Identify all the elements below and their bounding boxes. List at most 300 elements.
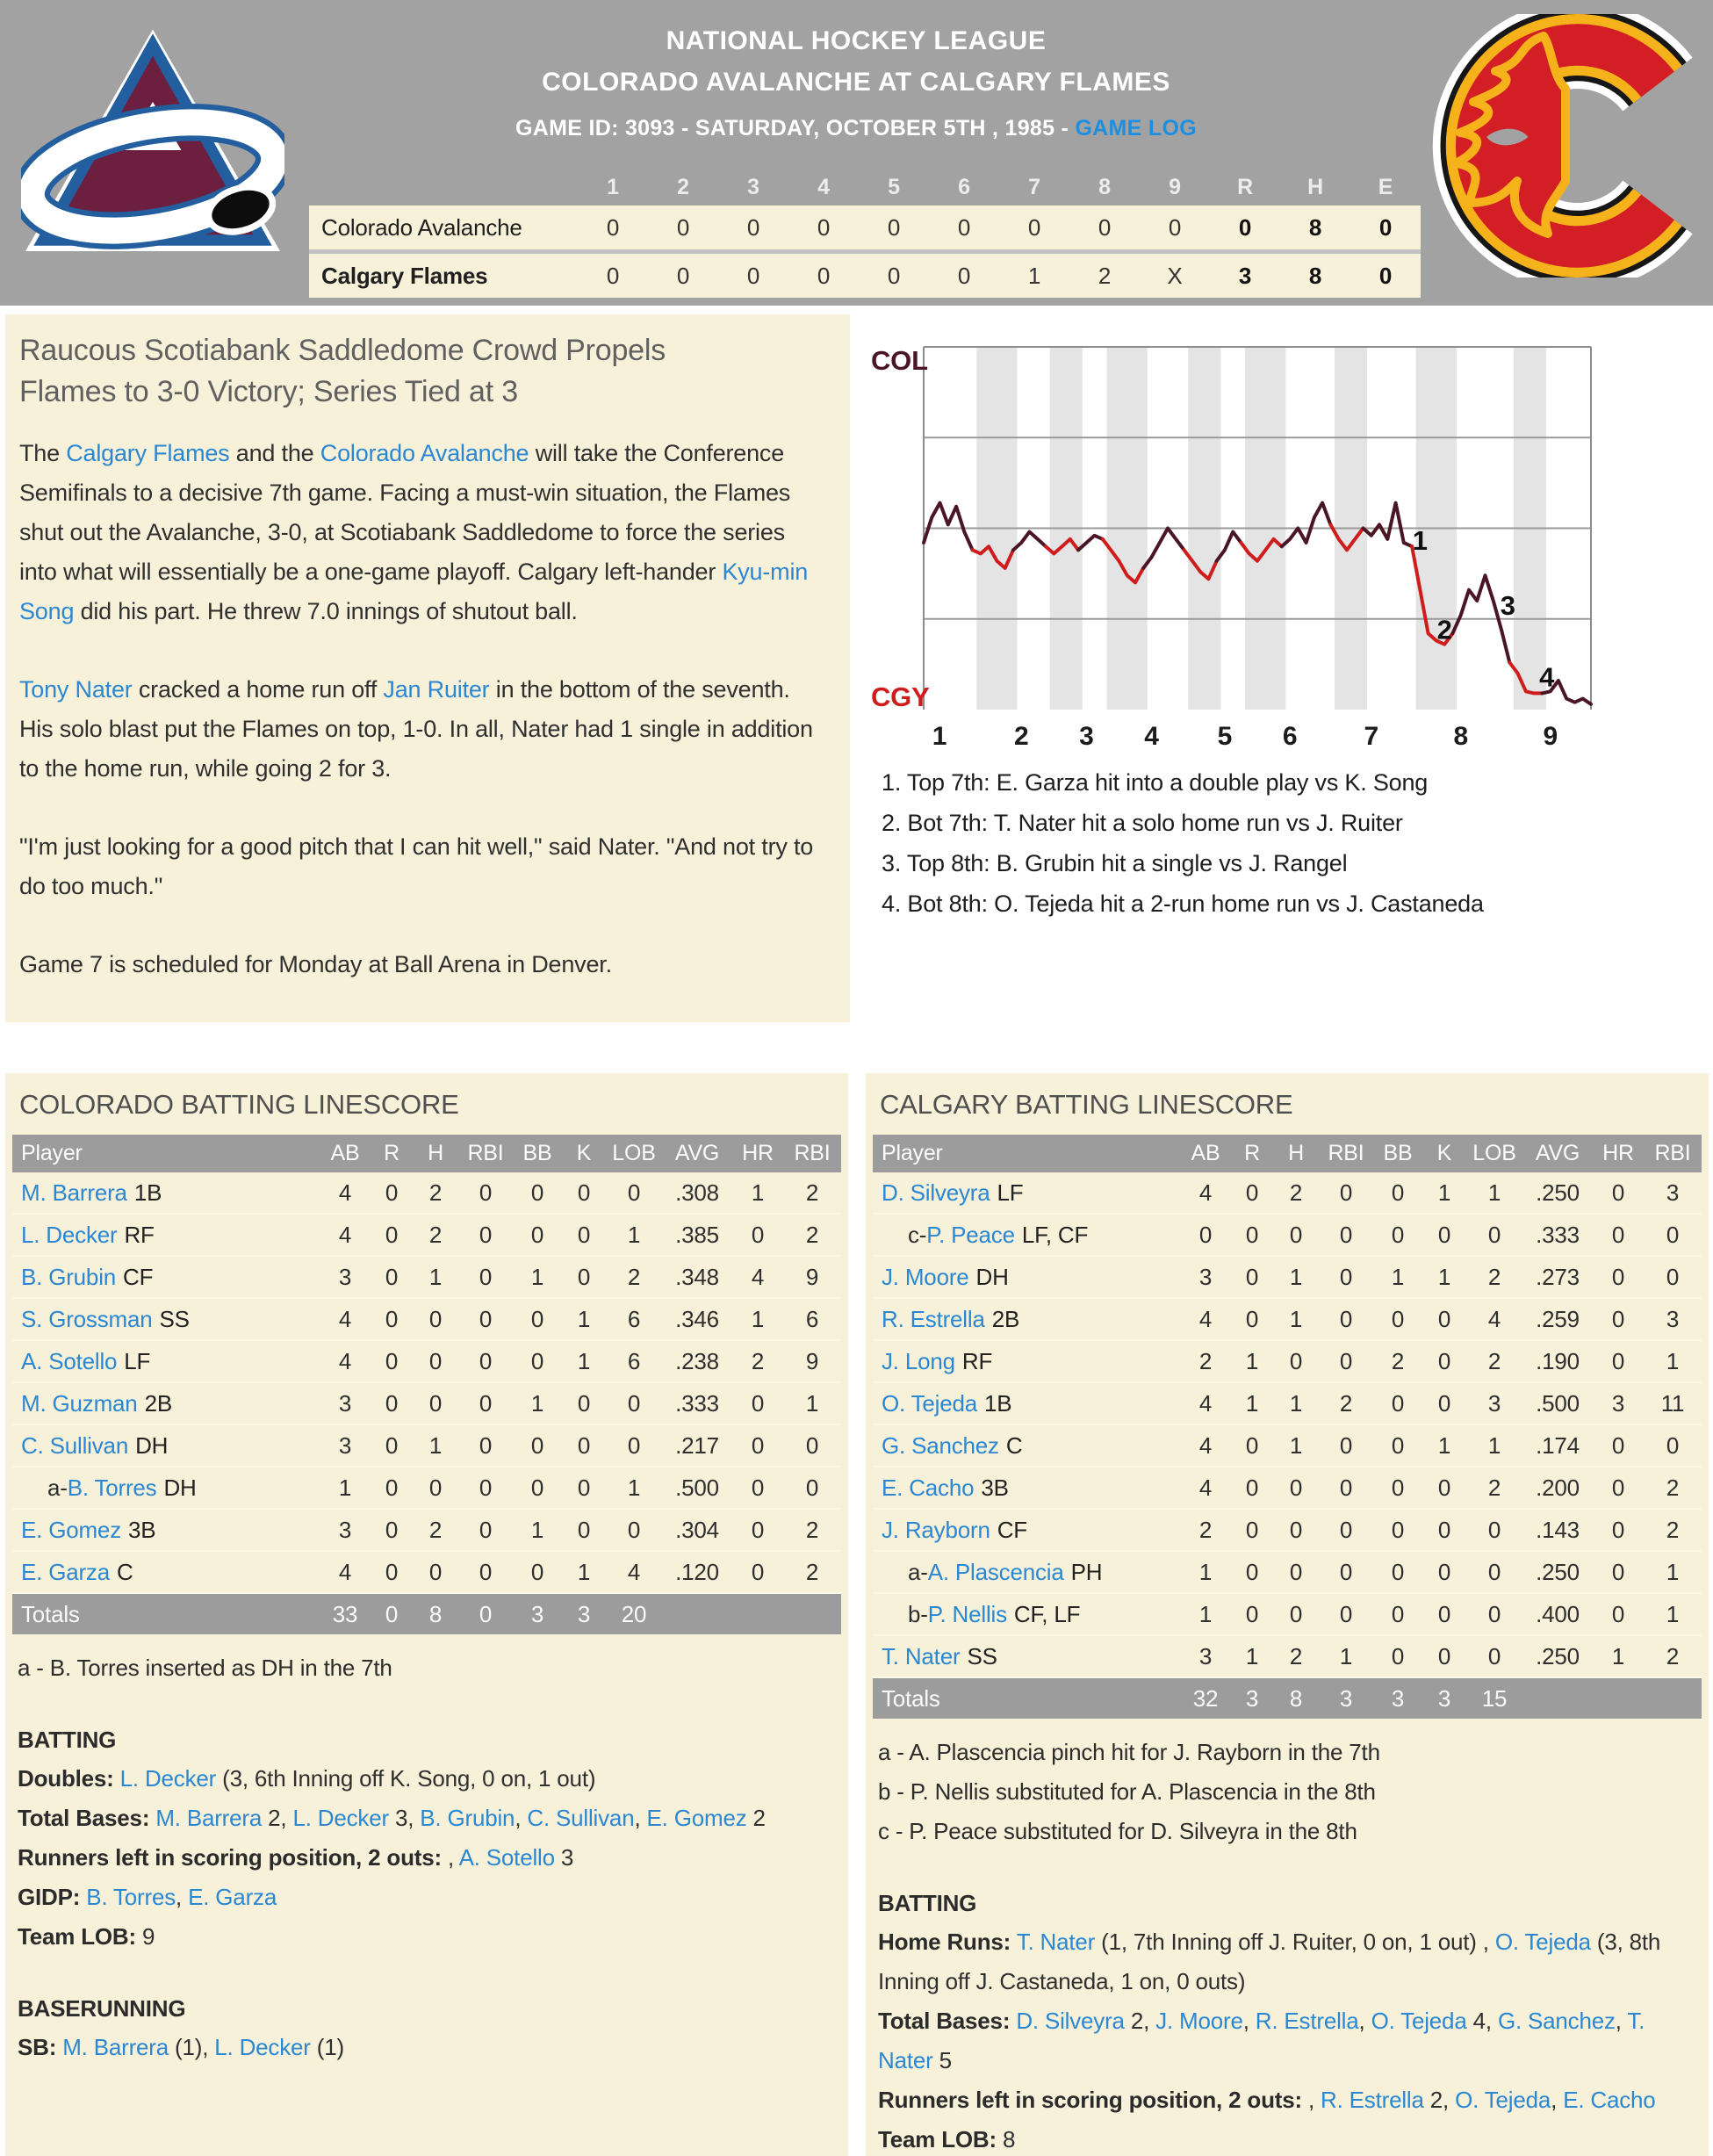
player-link[interactable]: G. Sanchez: [882, 1431, 999, 1459]
player-link[interactable]: J. Rayborn: [882, 1516, 990, 1543]
stat-cell: 0: [1273, 1340, 1319, 1382]
stat-cell: 2: [1644, 1635, 1702, 1677]
note-label: Runners left in scoring position, 2 outs:: [878, 2087, 1302, 2113]
stat-cell: 1: [1422, 1256, 1466, 1298]
batter-row: [873, 1635, 1702, 1677]
totals-cell: 8: [1273, 1677, 1319, 1719]
win-probability-section: [869, 336, 1677, 924]
totals-cell: 32: [1180, 1677, 1231, 1719]
batter-cell: [12, 1298, 320, 1340]
batter-row: [873, 1382, 1702, 1424]
player-link[interactable]: E. Garza: [188, 1884, 277, 1910]
stat-cell: 0: [1593, 1298, 1644, 1340]
batter-row: [12, 1172, 841, 1214]
batter-row: [12, 1382, 841, 1424]
stat-cell: 1: [1273, 1298, 1319, 1340]
notes-line: Doubles: L. Decker (3, 6th Inning off K. Song, 0 on, 1 out): [18, 1765, 596, 1792]
stat-cell: 4: [320, 1551, 371, 1593]
stat-cell: 2: [1273, 1172, 1319, 1214]
player-link[interactable]: Colorado Avalanche: [320, 440, 529, 466]
player-link[interactable]: P. Nellis: [927, 1600, 1007, 1627]
player-link[interactable]: E. Cacho: [1563, 2087, 1656, 2113]
chart-event: 1. Top 7th: E. Garza hit into a double play vs K. Song: [882, 769, 1429, 796]
notes-line: Home Runs: T. Nater (1, 7th Inning off J. Ruiter, 0 on, 1 out) , O. Tejeda (3, 8th Inning off J. Castaneda, 1 on, 0 outs): [878, 1929, 1661, 1994]
player-link[interactable]: O. Tejeda: [1371, 2008, 1467, 2034]
x-tick-1: 1: [932, 722, 947, 751]
stat-cell: 1: [783, 1382, 841, 1424]
position-label: C: [117, 1558, 133, 1585]
player-link[interactable]: M. Barrera: [62, 2034, 169, 2060]
stat-cell: 1: [413, 1256, 458, 1298]
notes-heading: BASERUNNING: [18, 1995, 186, 2022]
column-header-Player: Player: [12, 1135, 320, 1172]
batter-cell: [873, 1467, 1180, 1509]
batter-row: [873, 1256, 1702, 1298]
note-label: Total Bases:: [878, 2008, 1011, 2034]
stat-cell: 3: [1180, 1635, 1231, 1677]
linescore-col-E: E: [1378, 174, 1393, 199]
batter-cell: [873, 1635, 1180, 1677]
inning-score: 0: [788, 252, 859, 299]
player-link[interactable]: D. Silveyra: [882, 1179, 990, 1206]
notes-section: [12, 1727, 841, 1957]
stat-cell: 9: [783, 1340, 841, 1382]
batter-cell: [873, 1382, 1180, 1424]
stat-cell: 2: [1180, 1509, 1231, 1551]
stat-cell: .304: [662, 1509, 732, 1551]
y-label-cgy: CGY: [871, 681, 930, 712]
player-link[interactable]: P. Peace: [926, 1221, 1015, 1248]
substitution-note: a - A. Plascencia pinch hit for J. Rayborn in the 7th: [878, 1739, 1380, 1765]
stat-cell: 0: [371, 1551, 413, 1593]
stat-cell: 0: [1319, 1256, 1373, 1298]
player-link[interactable]: R. Estrella: [882, 1305, 985, 1332]
linescore-col-4: 4: [817, 174, 830, 199]
stat-cell: 0: [1593, 1467, 1644, 1509]
stat-cell: 0: [1422, 1551, 1466, 1593]
stat-cell: 2: [1466, 1340, 1522, 1382]
linescore-col-8: 8: [1098, 174, 1111, 199]
x-tick-8: 8: [1453, 722, 1468, 751]
linescore-col-3: 3: [747, 174, 759, 199]
stat-cell: 1: [1231, 1635, 1273, 1677]
stat-cell: 2: [413, 1509, 458, 1551]
stat-cell: 1: [413, 1424, 458, 1467]
stat-cell: 0: [732, 1551, 783, 1593]
stat-cell: 2: [1180, 1340, 1231, 1382]
totals-cell: 8: [413, 1593, 458, 1634]
stat-cell: 1: [1644, 1551, 1702, 1593]
hits-total: 8: [1280, 206, 1350, 252]
batter-cell: [12, 1256, 320, 1298]
stat-cell: 3: [1644, 1298, 1702, 1340]
player-link[interactable]: R. Estrella: [1255, 2008, 1359, 2034]
y-label-col: COL: [871, 345, 928, 376]
stat-cell: 0: [371, 1424, 413, 1467]
stat-cell: 0: [371, 1340, 413, 1382]
batter-row: [12, 1424, 841, 1467]
stat-cell: 0: [1422, 1298, 1466, 1340]
stat-cell: 1: [1231, 1382, 1273, 1424]
stat-cell: 0: [1319, 1172, 1373, 1214]
linescore-col-H: H: [1307, 174, 1323, 199]
stat-cell: .120: [662, 1551, 732, 1593]
player-link[interactable]: A. Sotello: [21, 1347, 118, 1374]
chart-marker-4: 4: [1539, 661, 1555, 693]
stat-cell: 0: [513, 1340, 562, 1382]
player-link[interactable]: E. Garza: [21, 1558, 110, 1585]
player-link[interactable]: Jan Ruiter: [383, 676, 490, 703]
stat-cell: 0: [1319, 1509, 1373, 1551]
batter-row: [873, 1298, 1702, 1340]
player-link[interactable]: B. Torres: [86, 1884, 176, 1910]
stat-cell: 0: [1644, 1256, 1702, 1298]
stat-cell: 0: [1422, 1340, 1466, 1382]
totals-cell: [1522, 1677, 1593, 1719]
game-id-date: GAME ID: 3093 - SATURDAY, OCTOBER 5TH , 1985 -: [515, 116, 1076, 141]
column-header-H: H: [1273, 1135, 1319, 1172]
player-link[interactable]: B. Grubin: [420, 1805, 515, 1831]
batting-table: [12, 1135, 841, 1634]
notes-line: Total Bases: M. Barrera 2, L. Decker 3, B. Grubin, C. Sullivan, E. Gomez 2: [18, 1805, 766, 1831]
x-tick-4: 4: [1144, 722, 1159, 751]
column-header-HR: HR: [1593, 1135, 1644, 1172]
column-header-RBI: RBI: [1319, 1135, 1373, 1172]
stat-cell: 1: [1466, 1424, 1522, 1467]
linescore-corner: [309, 169, 578, 206]
stat-cell: 4: [1180, 1467, 1231, 1509]
stat-cell: 0: [562, 1509, 606, 1551]
batter-cell: c-P. Peace LF, CF: [873, 1214, 1180, 1256]
linescore-col-R: R: [1237, 174, 1253, 199]
stat-cell: 0: [1466, 1593, 1522, 1635]
batter-cell: [873, 1172, 1180, 1214]
player-link[interactable]: T. Nater: [882, 1642, 961, 1669]
linescore-row: [309, 252, 1421, 299]
player-link[interactable]: Kyu-min Song: [19, 559, 809, 624]
inning-score: 2: [1069, 252, 1140, 299]
note-label: SB:: [18, 2034, 57, 2060]
stat-cell: 1: [1644, 1340, 1702, 1382]
player-link[interactable]: A. Sotello: [458, 1844, 555, 1871]
player-link[interactable]: J. Long: [882, 1347, 955, 1374]
player-link[interactable]: L. Decker: [214, 2034, 311, 2060]
stat-cell: 0: [783, 1467, 841, 1509]
position-label: CF: [997, 1516, 1027, 1543]
batter-row: [873, 1214, 1702, 1256]
totals-cell: 3: [1373, 1677, 1422, 1719]
column-header-AVG: AVG: [662, 1135, 732, 1172]
player-link[interactable]: O. Tejeda: [1494, 1929, 1591, 1955]
x-tick-7: 7: [1364, 722, 1379, 751]
substitution-note: a - B. Torres inserted as DH in the 7th: [18, 1655, 392, 1681]
colorado-batting-title: COLORADO BATTING LINESCORE: [19, 1089, 459, 1120]
player-link[interactable]: T. Nater: [1016, 1929, 1096, 1955]
stat-cell: 0: [1373, 1509, 1422, 1551]
stat-cell: 4: [732, 1256, 783, 1298]
stat-cell: 0: [1644, 1424, 1702, 1467]
player-link[interactable]: R. Estrella: [1321, 2087, 1424, 2113]
notes-line: Team LOB: 8: [878, 2126, 1016, 2152]
stat-cell: 0: [513, 1424, 562, 1467]
player-link[interactable]: E. Cacho: [882, 1474, 975, 1501]
win-prob-line-top-4: [1143, 529, 1184, 568]
stat-cell: .174: [1522, 1424, 1593, 1467]
substitution-note: b - P. Nellis substituted for A. Plascencia in the 8th: [878, 1778, 1376, 1805]
column-header-K: K: [562, 1135, 606, 1172]
stat-cell: 0: [371, 1298, 413, 1340]
position-label: DH: [135, 1431, 169, 1459]
stat-cell: .500: [1522, 1382, 1593, 1424]
player-link[interactable]: C. Sullivan: [21, 1431, 129, 1459]
player-link[interactable]: J. Moore: [882, 1263, 969, 1290]
totals-cell: 3: [513, 1593, 562, 1634]
linescore-col-5: 5: [888, 174, 900, 199]
stat-cell: 1: [606, 1467, 662, 1509]
inning-score: 0: [648, 252, 718, 299]
batter-cell: [873, 1256, 1180, 1298]
batter-row: [12, 1551, 841, 1593]
stat-cell: 1: [1422, 1424, 1466, 1467]
stat-cell: 0: [1231, 1593, 1273, 1635]
column-header-RBI: RBI: [458, 1135, 513, 1172]
x-tick-9: 9: [1543, 722, 1558, 751]
stat-cell: 1: [513, 1382, 562, 1424]
batter-row: [873, 1424, 1702, 1467]
stat-cell: 1: [513, 1256, 562, 1298]
player-link[interactable]: L. Decker: [119, 1765, 217, 1792]
stat-cell: 0: [732, 1467, 783, 1509]
totals-label: Totals: [873, 1677, 1180, 1719]
player-link[interactable]: O. Tejeda: [1455, 2087, 1551, 2113]
player-link[interactable]: E. Gomez: [21, 1516, 121, 1543]
calgary-batting-title: CALGARY BATTING LINESCORE: [880, 1089, 1293, 1120]
recap-paragraph: Tony Nater cracked a home run off Jan Ruiter in the bottom of the seventh. His solo blast put the Flames on top, 1-0. In all, Nater had 1 single in addition to the home run, while going 2 for 3.: [19, 676, 813, 782]
batting-header-row: [12, 1135, 841, 1172]
stat-cell: 0: [1373, 1424, 1422, 1467]
stat-cell: 1: [732, 1172, 783, 1214]
stat-cell: 0: [562, 1424, 606, 1467]
stat-cell: 0: [562, 1467, 606, 1509]
batter-row: [12, 1340, 841, 1382]
errors-total: 0: [1350, 252, 1421, 299]
footnotes: [873, 1733, 1702, 1851]
stat-cell: 1: [1644, 1593, 1702, 1635]
batter-row: [12, 1256, 841, 1298]
stat-cell: 0: [1231, 1214, 1273, 1256]
batter-row: [12, 1214, 841, 1256]
substitution-note: c - P. Peace substituted for D. Silveyra in the 8th: [878, 1818, 1357, 1844]
player-link[interactable]: M. Barrera: [155, 1805, 263, 1831]
batter-row: [12, 1467, 841, 1509]
batter-row: [873, 1509, 1702, 1551]
chart-event: 2. Bot 7th: T. Nater hit a solo home run vs J. Ruiter: [882, 810, 1403, 836]
stat-cell: 0: [1593, 1172, 1644, 1214]
player-link[interactable]: J. Moore: [1155, 2008, 1243, 2034]
batter-cell: [12, 1214, 320, 1256]
stat-cell: 0: [371, 1172, 413, 1214]
stat-cell: 0: [606, 1424, 662, 1467]
stat-cell: 2: [1466, 1256, 1522, 1298]
stat-cell: 0: [562, 1214, 606, 1256]
totals-cell: 3: [562, 1593, 606, 1634]
stat-cell: .250: [1522, 1635, 1593, 1677]
linescore-table: [309, 169, 1421, 298]
position-label: C: [1005, 1431, 1023, 1459]
stat-cell: 0: [413, 1467, 458, 1509]
player-link[interactable]: O. Tejeda: [882, 1389, 978, 1417]
totals-cell: 0: [458, 1593, 513, 1634]
player-link[interactable]: B. Grubin: [21, 1263, 117, 1290]
win-prob-line-top-7: [1364, 503, 1413, 547]
stat-cell: 1: [1466, 1172, 1522, 1214]
linescore-col-7: 7: [1028, 174, 1040, 199]
x-tick-3: 3: [1079, 722, 1094, 751]
player-link[interactable]: L. Decker: [292, 1805, 389, 1831]
stat-cell: 1: [320, 1467, 371, 1509]
stat-cell: 0: [1319, 1424, 1373, 1467]
notes-line: SB: M. Barrera (1), L. Decker (1): [18, 2034, 344, 2060]
stat-cell: .238: [662, 1340, 732, 1382]
x-tick-2: 2: [1013, 722, 1029, 751]
stat-cell: 0: [606, 1509, 662, 1551]
stat-cell: 0: [1373, 1382, 1422, 1424]
player-link[interactable]: L. Decker: [21, 1221, 118, 1248]
batting-header-row: [873, 1135, 1702, 1172]
totals-row: [12, 1593, 841, 1634]
runs-total: 0: [1210, 206, 1280, 252]
stat-cell: 0: [458, 1256, 513, 1298]
totals-cell: [732, 1593, 783, 1634]
player-link[interactable]: A. Plascencia: [927, 1558, 1064, 1585]
position-label: RF: [961, 1347, 993, 1374]
stat-cell: 0: [513, 1551, 562, 1593]
position-label: CF, LF: [1013, 1600, 1081, 1627]
column-header-AVG: AVG: [1522, 1135, 1593, 1172]
recap-paragraph: Game 7 is scheduled for Monday at Ball Arena in Denver.: [19, 951, 612, 977]
stat-cell: .273: [1522, 1256, 1593, 1298]
player-link[interactable]: D. Silveyra: [1016, 2008, 1125, 2034]
stat-cell: 0: [1373, 1635, 1422, 1677]
stat-cell: 3: [1180, 1256, 1231, 1298]
stat-cell: 0: [1593, 1593, 1644, 1635]
totals-cell: [662, 1593, 732, 1634]
stat-cell: 2: [1644, 1509, 1702, 1551]
recap-paragraph: The Calgary Flames and the Colorado Avalanche will take the Conference Semifinals to a decisive 7th game. Facing a must-win situation, the Flames shut out the Avalanche, 3-0, at Scotiabank Saddledome to force the series into what will essentially be a one-game playoff. Calgary left-hander Kyu-min Song did his part. He threw 7.0 innings of shutout ball.: [19, 440, 809, 624]
stat-cell: .333: [662, 1382, 732, 1424]
stat-cell: 1: [1180, 1551, 1231, 1593]
position-label: LF, CF: [1021, 1221, 1089, 1248]
inning-score: 0: [929, 206, 999, 252]
player-link[interactable]: M. Guzman: [21, 1389, 138, 1417]
note-label: Doubles:: [18, 1765, 114, 1792]
stat-cell: 0: [1373, 1214, 1422, 1256]
stat-cell: .333: [1522, 1214, 1593, 1256]
stat-cell: 1: [1422, 1172, 1466, 1214]
stat-cell: 0: [458, 1467, 513, 1509]
column-header-HR: HR: [732, 1135, 783, 1172]
player-link[interactable]: E. Gomez: [646, 1805, 747, 1831]
stat-cell: .346: [662, 1298, 732, 1340]
batter-cell: [873, 1298, 1180, 1340]
position-label: SS: [159, 1305, 190, 1332]
stat-cell: 0: [1466, 1635, 1522, 1677]
calgary-batting-panel: [866, 1073, 1709, 2156]
stat-cell: 4: [606, 1551, 662, 1593]
stat-cell: 0: [1231, 1256, 1273, 1298]
stat-cell: 1: [1593, 1635, 1644, 1677]
stat-cell: 2: [732, 1340, 783, 1382]
batter-cell: [873, 1424, 1180, 1467]
totals-cell: 20: [606, 1593, 662, 1634]
inning-score: X: [1140, 252, 1210, 299]
stat-cell: 0: [1422, 1214, 1466, 1256]
stat-cell: 4: [1180, 1382, 1231, 1424]
stat-cell: 3: [320, 1382, 371, 1424]
stat-cell: 4: [1180, 1298, 1231, 1340]
inning-score: 0: [648, 206, 718, 252]
stat-cell: 0: [371, 1509, 413, 1551]
position-label: 1B: [133, 1179, 162, 1206]
player-link[interactable]: Calgary Flames: [66, 440, 230, 466]
stat-cell: 0: [1273, 1214, 1319, 1256]
player-link[interactable]: Tony Nater: [19, 676, 133, 703]
stat-cell: 0: [1273, 1551, 1319, 1593]
player-link[interactable]: T. Nater: [878, 2008, 1645, 2073]
column-header-R: R: [371, 1135, 413, 1172]
stat-cell: 4: [1180, 1424, 1231, 1467]
stat-cell: 2: [1466, 1467, 1522, 1509]
stat-cell: 3: [320, 1509, 371, 1551]
column-header-AB: AB: [1180, 1135, 1231, 1172]
stat-cell: .200: [1522, 1467, 1593, 1509]
chart-event: 4. Bot 8th: O. Tejeda hit a 2-run home run vs J. Castaneda: [882, 891, 1484, 917]
stat-cell: 0: [1422, 1467, 1466, 1509]
notes-line: Team LOB: 9: [18, 1923, 155, 1950]
player-link[interactable]: M. Barrera: [21, 1179, 127, 1206]
inning-score: 0: [859, 252, 929, 299]
stat-cell: 0: [371, 1382, 413, 1424]
linescore-col-2: 2: [677, 174, 689, 199]
x-tick-6: 6: [1282, 722, 1298, 751]
inning-score: 1: [999, 252, 1069, 299]
batter-cell: [873, 1340, 1180, 1382]
player-link[interactable]: B. Torres: [67, 1474, 157, 1501]
note-label: Home Runs:: [878, 1929, 1011, 1955]
inning-score: 0: [1069, 206, 1140, 252]
totals-cell: 33: [320, 1593, 371, 1634]
stat-cell: 0: [1593, 1551, 1644, 1593]
stat-cell: .385: [662, 1214, 732, 1256]
player-link[interactable]: S. Grossman: [21, 1305, 153, 1332]
column-header-RBI: RBI: [1644, 1135, 1702, 1172]
stat-cell: 0: [1273, 1593, 1319, 1635]
linescore-header-row: [309, 169, 1421, 206]
stat-cell: 4: [1180, 1172, 1231, 1214]
position-label: DH: [163, 1474, 197, 1501]
win-prob-line-top-1: [924, 503, 973, 551]
game-log-link[interactable]: GAME LOG: [1075, 116, 1197, 141]
win-prob-line-top-6: [1282, 503, 1331, 547]
inning-score: 0: [718, 252, 788, 299]
player-link[interactable]: C. Sullivan: [527, 1805, 635, 1831]
column-header-K: K: [1422, 1135, 1466, 1172]
stat-cell: 0: [1593, 1424, 1644, 1467]
flaming-c: [1456, 36, 1658, 247]
matchup-title: COLORADO AVALANCHE AT CALGARY FLAMES: [542, 68, 1170, 97]
player-link[interactable]: G. Sanchez: [1497, 2008, 1616, 2034]
stat-cell: 0: [562, 1256, 606, 1298]
